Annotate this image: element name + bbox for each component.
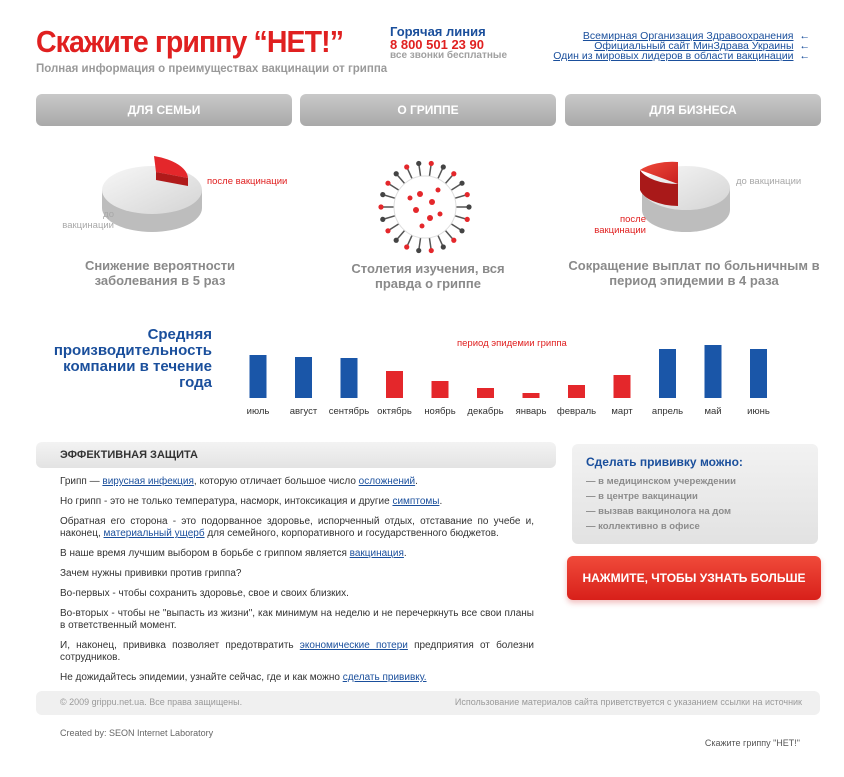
vaccine-leader-link[interactable]: [553, 50, 810, 62]
arrow-left-icon: ←: [799, 40, 810, 52]
paragraph-3: [60, 516, 534, 540]
footer-brand: Скажите гриппу "НЕТ!": [704, 738, 800, 748]
arrow-left-icon: ←: [799, 50, 810, 62]
bar-4: [432, 381, 449, 398]
text: .: [439, 496, 443, 507]
moh-link-text[interactable]: Официальный сайт МинЗдрава Украины: [594, 40, 794, 52]
text: для семейного, корпоративного и государственного бюджетов.: [204, 528, 499, 539]
paragraph-7: Во-вторых - чтобы не "выпасть из жизни", как минимум на неделю и не перечеркнуть все свои планы в ответственный момент.: [60, 608, 534, 631]
bar-2: [341, 358, 358, 398]
protection-article: [60, 476, 534, 692]
text: Грипп —: [60, 476, 103, 487]
site-subtitle: Полная информация о преимуществах вакцинации от гриппа: [36, 63, 388, 75]
productivity-bar-chart: [236, 340, 782, 422]
paragraph-9: [60, 672, 534, 684]
link-economic-losses[interactable]: экономические потери: [299, 640, 408, 651]
month-label: ноябрь: [424, 406, 456, 417]
link-material-damage[interactable]: материальный ущерб: [103, 528, 205, 539]
who-link-text[interactable]: Всемирная Организация Здравоохранения: [582, 30, 794, 42]
paragraph-5: Зачем нужны прививки против гриппа?: [60, 568, 242, 579]
virus-icon: [376, 158, 474, 256]
month-label: июнь: [747, 406, 770, 417]
copyright: © 2009 grippu.net.ua. Все права защищены.: [60, 697, 243, 707]
month-label: январь: [515, 406, 547, 417]
month-label: сентябрь: [328, 406, 370, 417]
month-label: март: [611, 406, 633, 417]
learn-more-button[interactable]: НАЖМИТЕ, ЧТОБЫ УЗНАТЬ БОЛЬШЕ: [567, 556, 821, 600]
pie1-after-label: после вакцинации: [207, 176, 288, 187]
pie1-before-label: до вакцинации: [62, 209, 114, 231]
bar-11: [750, 349, 767, 398]
nav-about-flu[interactable]: О ГРИППЕ: [300, 94, 556, 126]
credits: Created by: SEON Internet Laboratory: [60, 728, 214, 738]
text: , которую отличает большое число: [193, 476, 359, 487]
pie3-before-label: до вакцинации: [736, 176, 802, 187]
feature-study-title: Столетия изучения, вся правда о гриппе: [351, 261, 505, 291]
protection-title: ЭФФЕКТИВНАЯ ЗАЩИТА: [60, 449, 198, 461]
text: предприятия от болезни сотрудников.: [60, 640, 535, 663]
paragraph-6: Во-первых - чтобы сохранить здоровье, свое и своих близких.: [60, 588, 349, 599]
option-vaccination-center: — в центре вакцинации: [586, 491, 698, 502]
chart-title: Средняя производительность компании в течение года: [53, 326, 212, 391]
link-complications[interactable]: осложнений: [358, 476, 416, 487]
site-title: Скажите гриппу “НЕТ!”: [36, 24, 344, 59]
paragraph-1: [60, 476, 534, 488]
vaccine-leader-link-text[interactable]: Один из мировых лидеров в области вакцинации: [553, 50, 794, 62]
paragraph-4: [60, 548, 534, 560]
paragraph-2: [60, 496, 534, 508]
month-label: апрель: [651, 406, 684, 417]
nav-for-business[interactable]: ДЛЯ БИЗНЕСА: [565, 94, 821, 126]
pie3-after-label: после вакцинации: [594, 214, 646, 236]
text: .: [415, 476, 418, 487]
paragraph-8: [60, 640, 534, 664]
bar-8: [614, 375, 631, 398]
option-medical-facility: — в медицинском учереждении: [586, 476, 736, 487]
month-label: август: [289, 406, 318, 417]
bar-6: [523, 393, 540, 398]
text: Не дожидайтесь эпидемии, узнайте сейчас, где и как можно: [60, 672, 343, 683]
bar-1: [295, 357, 312, 398]
text: И, наконец, прививка позволяет предотвратить: [60, 640, 300, 651]
bar-10: [705, 345, 722, 398]
vaccination-options-title: Сделать прививку можно:: [586, 455, 743, 469]
feature-payments-title: Сокращение выплат по больничным в период эпидемии в 4 раза: [568, 258, 820, 288]
bar-7: [568, 385, 585, 398]
hotline-note: все звонки бесплатные: [390, 50, 508, 61]
text: Но грипп - это не только температура, насморк, интоксикация и другие: [60, 496, 393, 507]
bar-0: [250, 355, 267, 398]
nav-for-family[interactable]: ДЛЯ СЕМЬИ: [36, 94, 292, 126]
epidemic-annotation: период эпидемии гриппа: [457, 338, 567, 349]
month-label: октябрь: [377, 406, 412, 417]
link-vaccination[interactable]: вакцинация: [349, 548, 404, 559]
link-get-vaccinated[interactable]: сделать прививку.: [342, 672, 427, 683]
month-label: май: [704, 406, 722, 417]
link-viral-infection[interactable]: вирусная инфекция: [102, 476, 194, 487]
arrow-left-icon: ←: [799, 30, 810, 42]
hotline-phone: 8 800 501 23 90: [390, 37, 484, 52]
bar-9: [659, 349, 676, 398]
option-home-visit: — вызвав вакцинолога на дом: [586, 506, 732, 517]
month-label: июль: [246, 406, 270, 417]
bar-3: [386, 371, 403, 398]
link-symptoms[interactable]: симптомы: [392, 496, 440, 507]
text: В наше время лучшим выбором в борьбе с гриппом является: [60, 548, 350, 559]
feature-reduction-title: Снижение вероятности заболевания в 5 раз: [84, 258, 236, 288]
usage-note: Использование материалов сайта приветствуется с указанием ссылки на источник: [454, 697, 802, 707]
hotline-title: Горячая линия: [390, 24, 486, 39]
month-label: декабрь: [467, 406, 504, 417]
text: .: [403, 548, 407, 559]
option-office: — коллективно в офисе: [586, 521, 700, 532]
month-label: февраль: [556, 406, 597, 417]
text: Обратная его сторона - это подорванное здоровье, испорченный отдых, отставание по учебе и, наконец,: [60, 516, 534, 539]
bar-5: [477, 388, 494, 398]
